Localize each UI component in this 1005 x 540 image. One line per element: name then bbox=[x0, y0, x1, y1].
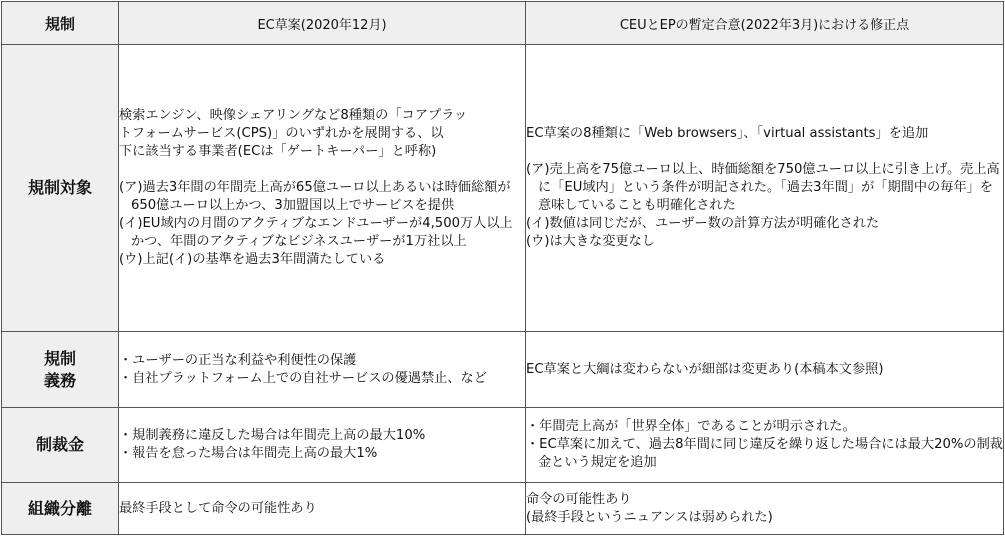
obligations-ec-item: ・自社プラットフォーム上での自社サービスの優遇禁止、など bbox=[119, 370, 487, 386]
scope-ec-criterion-a: (ア)過去3年間の年間売上高が65億ユーロ以上あるいは時価総額が650億ユーロ以上かつ、3加盟国以上でサービスを提供 bbox=[119, 180, 511, 213]
scope-ec-cell bbox=[119, 45, 526, 332]
separation-ec-cell: 最終手段として命令の可能性あり bbox=[119, 483, 526, 535]
obligations-agreement-cell: EC草案と大綱は変わらないが細部は変更あり(本稿本文参照) bbox=[526, 332, 1004, 408]
penalties-agreement-cell bbox=[526, 408, 1004, 483]
scope-agreement-intro: EC草案の8種類に「Web browsers」、「virtual assistants」を追加 bbox=[526, 126, 929, 141]
row-obligations bbox=[2, 332, 1004, 408]
row-structural-separation bbox=[2, 483, 1004, 535]
regulation-comparison-table bbox=[1, 1, 1004, 535]
row-penalties bbox=[2, 408, 1004, 483]
separation-agreement-line2: (最終手段というニュアンスは弱められた) bbox=[526, 509, 773, 525]
scope-agreement-u: (ウ)は大きな変更なし bbox=[526, 234, 655, 249]
header-row bbox=[2, 2, 1004, 45]
separation-agreement-cell bbox=[526, 483, 1004, 535]
label-penalties: 制裁金 bbox=[2, 408, 119, 483]
obligations-ec-item: ・ユーザーの正当な利益や利便性の保護 bbox=[119, 352, 357, 368]
obligations-ec-cell bbox=[119, 332, 526, 408]
separation-agreement-line1: 命令の可能性あり bbox=[526, 491, 632, 507]
label-obligations: 規制 義務 bbox=[2, 332, 119, 408]
scope-ec-intro-line1: 検索エンジン、映像シェアリングなど8種類の「コアプラッ bbox=[119, 108, 468, 123]
label-scope: 規制対象 bbox=[2, 45, 119, 332]
scope-ec-intro-line2: トフォームサービス(CPS)」のいずれかを展開する、以 bbox=[119, 126, 444, 141]
row-scope bbox=[2, 45, 1004, 332]
penalties-ec-cell bbox=[119, 408, 526, 483]
scope-agreement-cell bbox=[526, 45, 1004, 332]
header-ec-draft: EC草案(2020年12月) bbox=[119, 2, 526, 45]
penalties-agreement-item: ・年間売上高が「世界全体」であることが明示された。 bbox=[526, 419, 856, 434]
header-regulation: 規制 bbox=[2, 2, 119, 45]
header-provisional-agreement: CEUとEPの暫定合意(2022年3月)における修正点 bbox=[526, 2, 1004, 45]
scope-agreement-a: (ア)売上高を75億ユーロ以上、時価総額を750億ユーロ以上に引き上げ。売上高に「EU域内」という条件が明記された。「過去3年間」が「期間中の毎年」を意味していることも明確化された bbox=[526, 162, 1000, 213]
penalties-ec-item: ・規制義務に違反した場合は年間売上高の最大10% bbox=[119, 428, 426, 443]
scope-agreement-i: (イ)数値は同じだが、ユーザー数の計算方法が明確化された bbox=[526, 216, 880, 231]
label-structural-separation: 組織分離 bbox=[2, 483, 119, 535]
scope-ec-criterion-u: (ウ)上記(イ)の基準を過去3年間満たしている bbox=[119, 252, 386, 267]
penalties-ec-item: ・報告を怠った場合は年間売上高の最大1% bbox=[119, 446, 378, 461]
scope-ec-criterion-i: (イ)EU域内の月間のアクティブなエンドユーザーが4,500万人以上かつ、年間のアクティブなビジネスユーザーが1万社以上 bbox=[119, 216, 513, 249]
penalties-agreement-item: ・EC草案に加えて、過去8年間に同じ違反を繰り返した場合には最大20%の制裁金という規定を追加 bbox=[526, 437, 1003, 470]
scope-ec-intro-line3: 下に該当する事業者(ECは「ゲートキーパー」と呼称) bbox=[119, 144, 437, 159]
